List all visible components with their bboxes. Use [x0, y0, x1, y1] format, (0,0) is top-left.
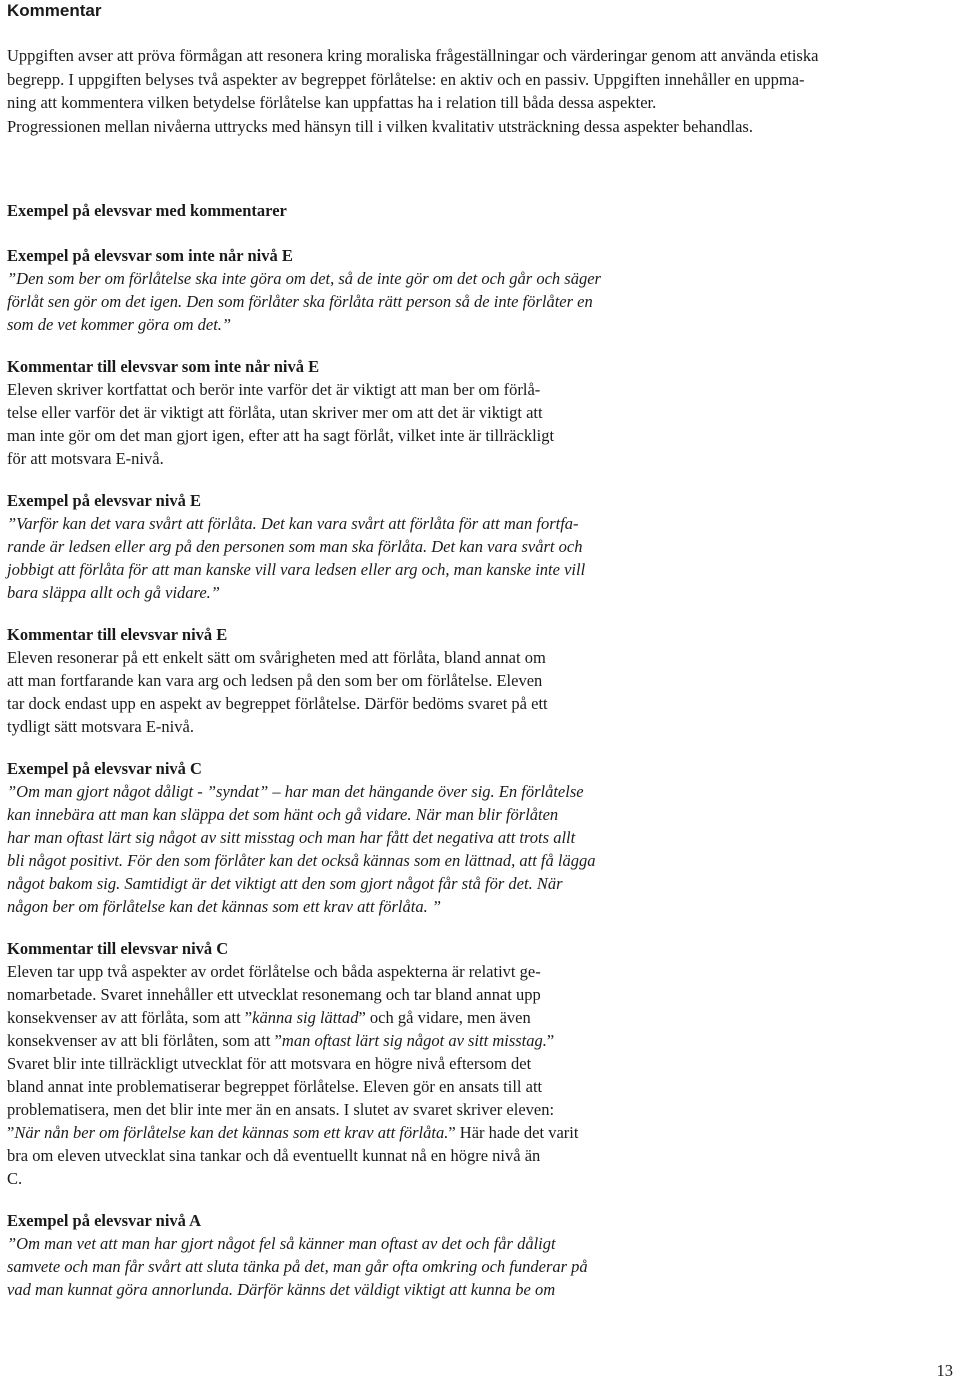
comment-line	[7, 1167, 659, 1190]
content-block	[7, 938, 659, 1190]
block-spacer	[7, 1190, 659, 1210]
comment-line	[7, 1029, 659, 1052]
block-spacer	[7, 918, 659, 938]
content-block	[7, 624, 659, 738]
section-heading: Exempel på elevsvar med kommentarer	[7, 201, 287, 220]
student-quote-line: rande är ledsen eller arg på den personen som man ska förlåta. Det kan vara svårt och	[7, 537, 583, 556]
content-column	[7, 200, 659, 1301]
text-run: C.	[7, 1169, 23, 1188]
student-quote-line: ”Varför kan det vara svårt att förlåta. Det kan vara svårt att förlåta för att man fortfa-	[7, 514, 579, 533]
student-quote-line: ”Om man gjort något dåligt - ”syndat” – har man det hängande över sig. En förlåtelse	[7, 782, 584, 801]
content-block	[7, 356, 659, 470]
block-heading: Kommentar till elevsvar nivå E	[7, 625, 228, 644]
comment-line: tar dock endast upp en aspekt av begreppet förlåtelse. Därför bedöms svaret på ett	[7, 694, 548, 713]
comment-line	[7, 1075, 659, 1098]
block-spacer	[7, 738, 659, 758]
student-quote-line: kan innebära att man kan släppa det som hänt och gå vidare. När man blir förlåten	[7, 805, 559, 824]
student-quote-line: bara släppa allt och gå vidare.”	[7, 583, 220, 602]
text-run: ” och gå vidare, men även	[358, 1008, 531, 1027]
student-quote-line: någon ber om förlåtelse kan det kännas som ett krav att förlåta. ”	[7, 897, 442, 916]
comment-line: att man fortfarande kan vara arg och ledsen på den som ber om förlåtelse. Eleven	[7, 671, 543, 690]
quoted-phrase: När nån ber om förlåtelse kan det kännas som ett krav att förlåta.	[14, 1123, 449, 1142]
comment-line	[7, 1144, 659, 1167]
text-run: konsekvenser av att bli förlåten, som att ”	[7, 1031, 282, 1050]
block-heading: Exempel på elevsvar som inte når nivå E	[7, 246, 293, 265]
comment-line: Eleven resonerar på ett enkelt sätt om svårigheten med att förlåta, bland annat om	[7, 648, 546, 667]
intro-line: begrepp. I uppgiften belyses två aspekter av begreppet förlåtelse: en aktiv och en passiv. Uppgiften innehåller en uppma-	[7, 69, 805, 89]
student-quote-line: som de vet kommer göra om det.”	[7, 315, 232, 334]
page-number: 13	[936, 1361, 953, 1380]
content-block	[7, 245, 659, 336]
block-heading: Exempel på elevsvar nivå A	[7, 1211, 202, 1230]
text-run: Eleven tar upp två aspekter av ordet förlåtelse och båda aspekterna är relativt ge-	[7, 962, 541, 981]
content-block	[7, 1210, 659, 1301]
comment-line: tydligt sätt motsvara E-nivå.	[7, 717, 194, 736]
text-run: ”	[7, 1123, 15, 1142]
comment-line: telse eller varför det är viktigt att förlåta, utan skriver mer om att det är viktigt att	[7, 403, 543, 422]
block-heading: Exempel på elevsvar nivå E	[7, 491, 202, 510]
student-quote-line: förlåt sen gör om det igen. Den som förlåter ska förlåta rätt person så de inte förlåter en	[7, 292, 593, 311]
text-run: ” Här hade det varit	[448, 1123, 579, 1142]
comment-line	[7, 983, 659, 1006]
block-heading: Kommentar till elevsvar nivå C	[7, 939, 229, 958]
intro-paragraph	[7, 44, 952, 138]
comment-line	[7, 960, 659, 983]
quoted-phrase: känna sig lättad	[252, 1008, 359, 1027]
text-run: bra om eleven utvecklat sina tankar och då eventuellt kunnat nå en högre nivå än	[7, 1146, 541, 1165]
student-quote-line: har man oftast lärt sig något av sitt misstag och man har fått det negativa att trots allt	[7, 828, 576, 847]
block-heading: Exempel på elevsvar nivå C	[7, 759, 202, 778]
block-spacer	[7, 470, 659, 490]
student-quote-line: ”Om man vet att man har gjort något fel så känner man oftast av det och får dåligt	[7, 1234, 556, 1253]
comment-line	[7, 1006, 659, 1029]
text-run: problematisera, men det blir inte mer än en ansats. I slutet av svaret skriver eleven:	[7, 1100, 555, 1119]
block-heading: Kommentar till elevsvar som inte når nivå E	[7, 357, 320, 376]
content-block	[7, 490, 659, 604]
comment-line	[7, 1052, 659, 1075]
student-quote-line: bli något positivt. För den som förlåter kan det också kännas som en lättnad, att få lägga	[7, 851, 596, 870]
text-run: konsekvenser av att förlåta, som att ”	[7, 1008, 253, 1027]
student-quote-line: vad man kunnat göra annorlunda. Därför känns det väldigt viktigt att kunna be om	[7, 1280, 556, 1299]
intro-line: ning att kommentera vilken betydelse förlåtelse kan uppfattas ha i relation till båda dessa aspekter.	[7, 93, 657, 112]
intro-line: Progressionen mellan nivåerna uttrycks med hänsyn till i vilken kvalitativ utsträckning dessa aspekter behandlas.	[7, 116, 753, 136]
comment-line: man inte gör om det man gjort igen, efter att ha sagt förlåt, vilket inte är tillräckligt	[7, 426, 555, 445]
student-quote-line: jobbigt att förlåta för att man kanske vill vara ledsen eller arg och, man kanske inte vill	[7, 560, 586, 579]
comment-line: Eleven skriver kortfattat och berör inte varför det är viktigt att man ber om förlå-	[7, 380, 541, 399]
text-run: ”	[546, 1031, 555, 1050]
student-quote-line: något bakom sig. Samtidigt är det viktigt att den som gjort något får stå för det. När	[7, 874, 563, 893]
text-run: Svaret blir inte tillräckligt utvecklat för att motsvara en högre nivå eftersom det	[7, 1054, 532, 1073]
text-run: nomarbetade. Svaret innehåller ett utvecklat resonemang och tar bland annat upp	[7, 985, 541, 1004]
comment-line: för att motsvara E-nivå.	[7, 449, 164, 468]
page-title: Kommentar	[7, 1, 102, 20]
student-quote-line: ”Den som ber om förlåtelse ska inte göra om det, så de inte gör om det och går och säger	[7, 269, 601, 288]
block-spacer	[7, 604, 659, 624]
block-spacer	[7, 336, 659, 356]
comment-line	[7, 1121, 659, 1144]
student-quote-line: samvete och man får svårt att sluta tänka på det, man går ofta omkring och funderar på	[7, 1257, 588, 1276]
content-block	[7, 758, 659, 918]
quoted-phrase: man oftast lärt sig något av sitt misstag.	[281, 1031, 547, 1050]
text-run: bland annat inte problematiserar begreppet förlåtelse. Eleven gör en ansats till att	[7, 1077, 543, 1096]
comment-line	[7, 1098, 659, 1121]
intro-line: Uppgiften avser att pröva förmågan att resonera kring moraliska frågeställningar och värderingar genom att använda etiska	[7, 46, 819, 65]
